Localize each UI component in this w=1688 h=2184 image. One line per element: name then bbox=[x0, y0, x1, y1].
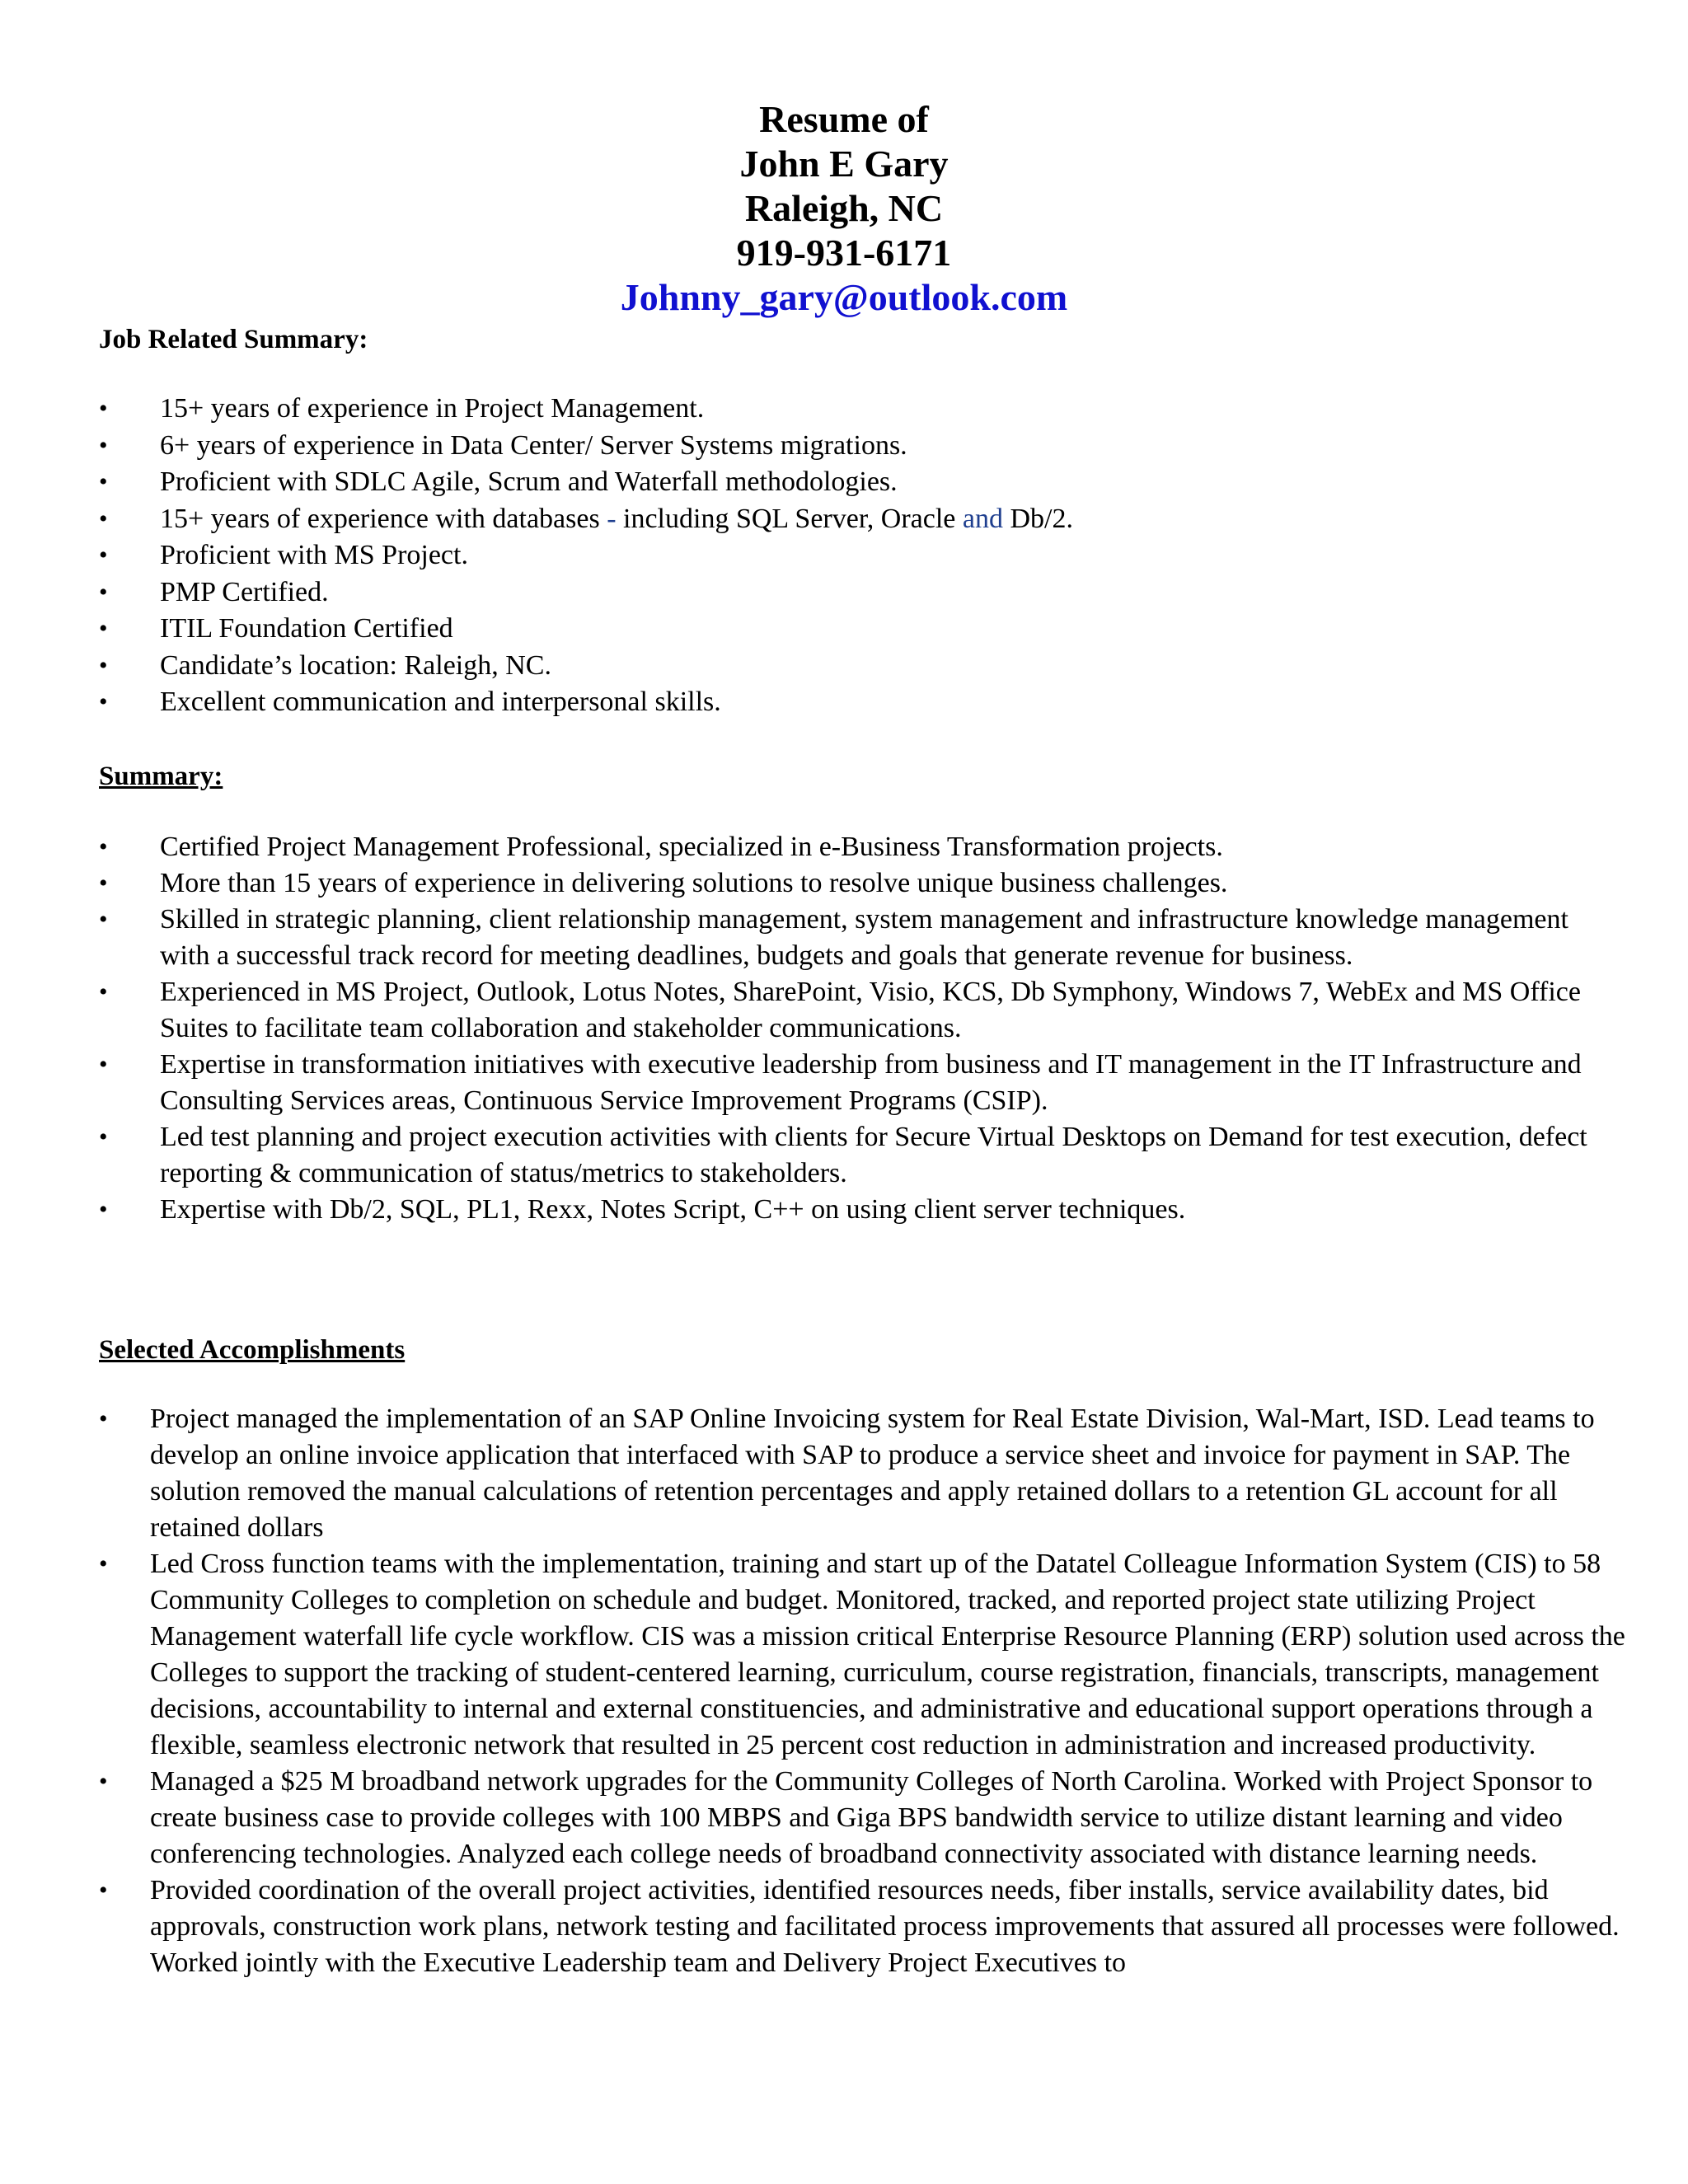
bullet-icon: • bbox=[99, 906, 108, 933]
bullet-icon: • bbox=[99, 504, 108, 532]
bullet-icon: • bbox=[99, 978, 108, 1005]
bullet-icon: • bbox=[99, 1196, 108, 1223]
candidate-phone: 919-931-6171 bbox=[736, 232, 952, 274]
resume-header bbox=[0, 97, 1688, 320]
job-related-summary-heading: Job Related Summary: bbox=[99, 325, 368, 354]
bullet-icon: • bbox=[99, 541, 108, 569]
bullet-icon: • bbox=[99, 1405, 108, 1432]
resume-title: Resume of bbox=[759, 98, 929, 140]
bullet-icon: • bbox=[99, 578, 108, 606]
summary-list bbox=[99, 829, 1624, 1228]
bullet-icon: • bbox=[99, 615, 108, 642]
list-item: • Managed a $25 M broadband network upgrades for the Community Colleges of North Carolina. Worked with Project Sponsor to create business case to provide colleges with 100 MBPS and Giga BPS bandwidth service to utilize distant learning and video conferencing technologies. Analyzed each college needs of broadband connectivity associated with distance learning needs. bbox=[99, 1764, 1632, 1872]
list-item: • Led Cross function teams with the implementation, training and start up of the Datatel Colleague Information System (CIS) to 58 Community Colleges to completion on schedule and budget. Monitored, tracked, and reported project state utilizing Project Management waterfall life cycle workflow. CIS was a mission critical Enterprise Resource Planning (ERP) solution used across the Colleges to support the tracking of student-centered learning, curriculum, course registration, financials, transcripts, management decisions, accountability to internal and external constituencies, and administrative and educational support operations through a flexible, seamless electronic network that resulted in 25 percent cost reduction in administration and increased productivity. bbox=[99, 1546, 1632, 1764]
list-item: • 6+ years of experience in Data Center/ Server Systems migrations. bbox=[99, 428, 1615, 465]
list-item: • Led test planning and project execution activities with clients for Secure Virtual Desktops on Demand for test execution, defect reporting & communication of status/metrics to stakeholders. bbox=[99, 1119, 1624, 1192]
bullet-icon: • bbox=[99, 1051, 108, 1078]
list-item: • More than 15 years of experience in delivering solutions to resolve unique business challenges. bbox=[99, 865, 1624, 902]
list-item: • 15+ years of experience with databases - including SQL Server, Oracle and Db/2. bbox=[99, 501, 1615, 538]
bullet-icon: • bbox=[99, 688, 108, 715]
list-item: • Provided coordination of the overall project activities, identified resources needs, fiber installs, service availability dates, bid approvals, construction work plans, network testing and facilitated process improvements that assured all processes were followed. Worked jointly with the Executive Leadership team and Delivery Project Executives to bbox=[99, 1872, 1632, 1981]
accomplishments-list bbox=[99, 1401, 1632, 1981]
list-item: • PMP Certified. bbox=[99, 574, 1615, 612]
list-item: • ITIL Foundation Certified bbox=[99, 611, 1615, 648]
list-item: • Proficient with SDLC Agile, Scrum and Waterfall methodologies. bbox=[99, 464, 1615, 501]
bullet-icon: • bbox=[99, 1550, 108, 1577]
bullet-icon: • bbox=[99, 431, 108, 459]
candidate-location: Raleigh, NC bbox=[744, 187, 944, 229]
list-item: • Skilled in strategic planning, client relationship management, system management and infrastructure knowledge management with a successful track record for meeting deadlines, budgets and goals that generate revenue for business. bbox=[99, 902, 1624, 974]
job-related-summary-list bbox=[99, 391, 1615, 721]
bullet-icon: • bbox=[99, 651, 108, 679]
bullet-icon: • bbox=[99, 1877, 108, 1904]
list-item: • Experienced in MS Project, Outlook, Lotus Notes, SharePoint, Visio, KCS, Db Symphony, Windows 7, WebEx and MS Office Suites to facilitate team collaboration and stakeholder communications. bbox=[99, 974, 1624, 1047]
candidate-email-link[interactable]: Johnny_gary@outlook.com bbox=[620, 276, 1068, 318]
list-item: • Proficient with MS Project. bbox=[99, 537, 1615, 574]
bullet-icon: • bbox=[99, 1123, 108, 1151]
list-item: • Expertise in transformation initiatives with executive leadership from business and IT management in the IT Infrastructure and Consulting Services areas, Continuous Service Improvement Programs (CSIP). bbox=[99, 1047, 1624, 1119]
list-item: • 15+ years of experience in Project Management. bbox=[99, 391, 1615, 428]
bullet-icon: • bbox=[99, 869, 108, 897]
bullet-icon: • bbox=[99, 833, 108, 860]
list-item: • Project managed the implementation of an SAP Online Invoicing system for Real Estate Division, Wal-Mart, ISD. Lead teams to develop an online invoice application that interfaced with SAP to produce a service sheet and invoice for payment in SAP. The solution removed the manual calculations of retention percentages and apply retained dollars to a retention GL account for all retained dollars bbox=[99, 1401, 1632, 1546]
selected-accomplishments-heading: Selected Accomplishments bbox=[99, 1335, 406, 1365]
bullet-icon: • bbox=[99, 1768, 108, 1795]
list-item: • Candidate’s location: Raleigh, NC. bbox=[99, 648, 1615, 685]
bullet-icon: • bbox=[99, 468, 108, 495]
summary-heading: Summary: bbox=[99, 762, 223, 791]
bullet-icon: • bbox=[99, 395, 108, 422]
list-item: • Expertise with Db/2, SQL, PL1, Rexx, Notes Script, C++ on using client server techniques. bbox=[99, 1192, 1624, 1228]
candidate-name: John E Gary bbox=[739, 143, 949, 185]
list-item: • Certified Project Management Professional, specialized in e-Business Transformation projects. bbox=[99, 829, 1624, 865]
list-item: • Excellent communication and interpersonal skills. bbox=[99, 684, 1615, 721]
